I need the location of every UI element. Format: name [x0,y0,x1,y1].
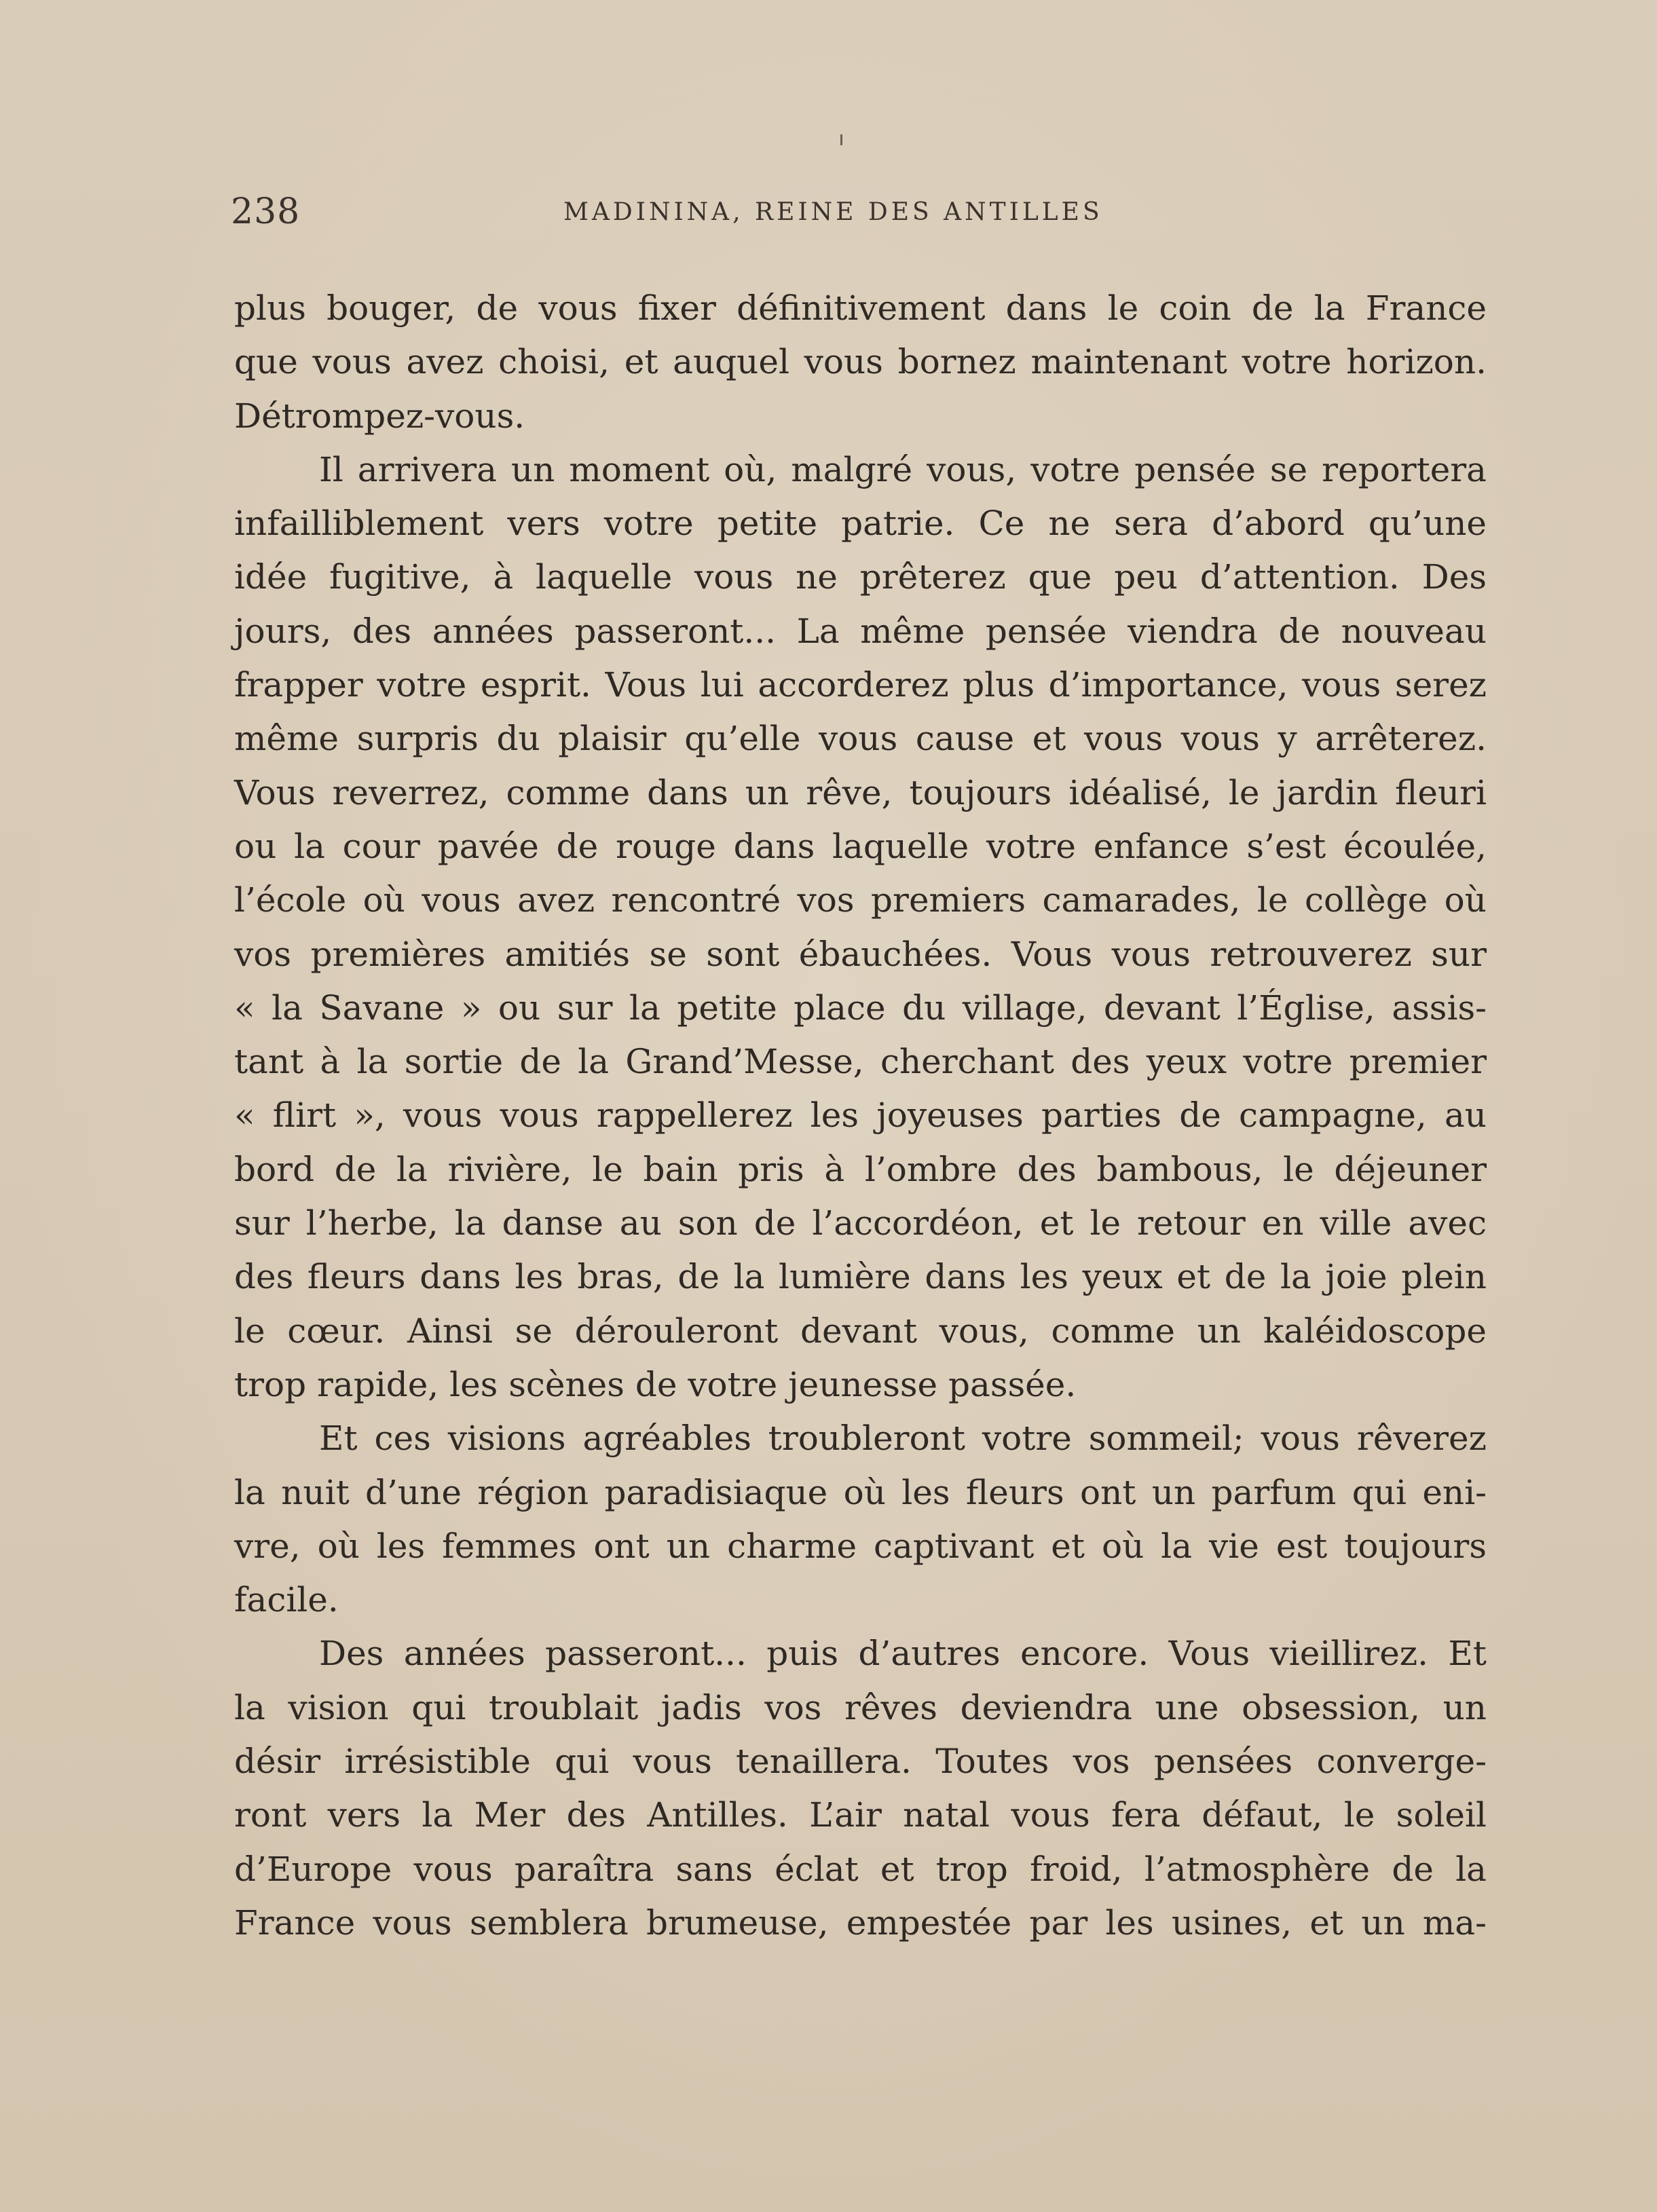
paragraph-4 [234,1627,1487,1950]
text-line: jours, des années passeront... La même pensée viendra de nouveau [234,611,1487,651]
text-line: Vous reverrez, comme dans un rêve, toujours idéalisé, le jardin fleuri [234,772,1487,812]
print-speck [840,134,842,145]
text-line: même surpris du plaisir qu’elle vous cause et vous vous y arrêterez. [234,719,1487,759]
text-line: des fleurs dans les bras, de la lumière dans les yeux et de la joie plein [234,1257,1487,1297]
paragraph-2 [234,443,1487,1412]
text-line: « flirt », vous vous rappellerez les joyeuses parties de campagne, au [234,1095,1487,1136]
text-line: Et ces visions agréables troubleront votre sommeil; vous rêverez [319,1419,1487,1459]
text-line: l’école où vous avez rencontré vos premiers camarades, le collège où [234,880,1487,920]
running-title: MADININA, REINE DES ANTILLES [563,198,1103,226]
text-line: plus bouger, de vous fixer définitivement dans le coin de la France [234,288,1487,328]
text-line: le cœur. Ainsi se dérouleront devant vous, comme un kaléidoscope [234,1311,1487,1351]
page-number: 238 [231,191,301,232]
text-line: ou la cour pavée de rouge dans laquelle votre enfance s’est écoulée, [234,826,1487,866]
text-line: Détrompez-vous. [234,396,525,436]
paragraph-3 [234,1412,1487,1627]
text-line: la nuit d’une région paradisiaque où les fleurs ont un parfum qui eni- [234,1472,1487,1512]
text-line: frapper votre esprit. Vous lui accorderez plus d’importance, vous serez [234,665,1487,705]
running-head [231,191,1493,239]
body-text [234,282,1487,1950]
text-line: Il arrivera un moment où, malgré vous, votre pensée se reportera [319,449,1487,489]
text-line: facile. [234,1580,339,1620]
text-line: la vision qui troublait jadis vos rêves deviendra une obsession, un [234,1687,1487,1727]
text-line: bord de la rivière, le bain pris à l’ombre des bambous, le déjeuner [234,1149,1487,1189]
text-line: vre, où les femmes ont un charme captivant et où la vie est toujours [234,1526,1487,1566]
text-line: ront vers la Mer des Antilles. L’air natal vous fera défaut, le soleil [234,1795,1487,1835]
text-line: tant à la sortie de la Grand’Messe, cherchant des yeux votre premier [234,1042,1487,1082]
text-line: idée fugitive, à laquelle vous ne prêterez que peu d’attention. Des [234,557,1487,597]
text-line: que vous avez choisi, et auquel vous bornez maintenant votre horizon. [234,342,1487,382]
text-line: France vous semblera brumeuse, empestée par les usines, et un ma- [234,1902,1487,1943]
text-line: « la Savane » ou sur la petite place du village, devant l’Église, assis- [234,988,1487,1028]
text-line: infailliblement vers votre petite patrie. Ce ne sera d’abord qu’une [234,504,1487,544]
text-line: Des années passeront... puis d’autres encore. Vous vieillirez. Et [319,1634,1487,1674]
text-line: sur l’herbe, la danse au son de l’accordéon, et le retour en ville avec [234,1203,1487,1243]
text-line: trop rapide, les scènes de votre jeunesse passée. [234,1364,1077,1404]
text-line: vos premières amitiés se sont ébauchées. Vous vous retrouverez sur [234,934,1487,974]
paragraph-1 [234,282,1487,443]
text-line: d’Europe vous paraîtra sans éclat et trop froid, l’atmosphère de la [234,1849,1487,1889]
text-line: désir irrésistible qui vous tenaillera. Toutes vos pensées converge- [234,1742,1487,1782]
